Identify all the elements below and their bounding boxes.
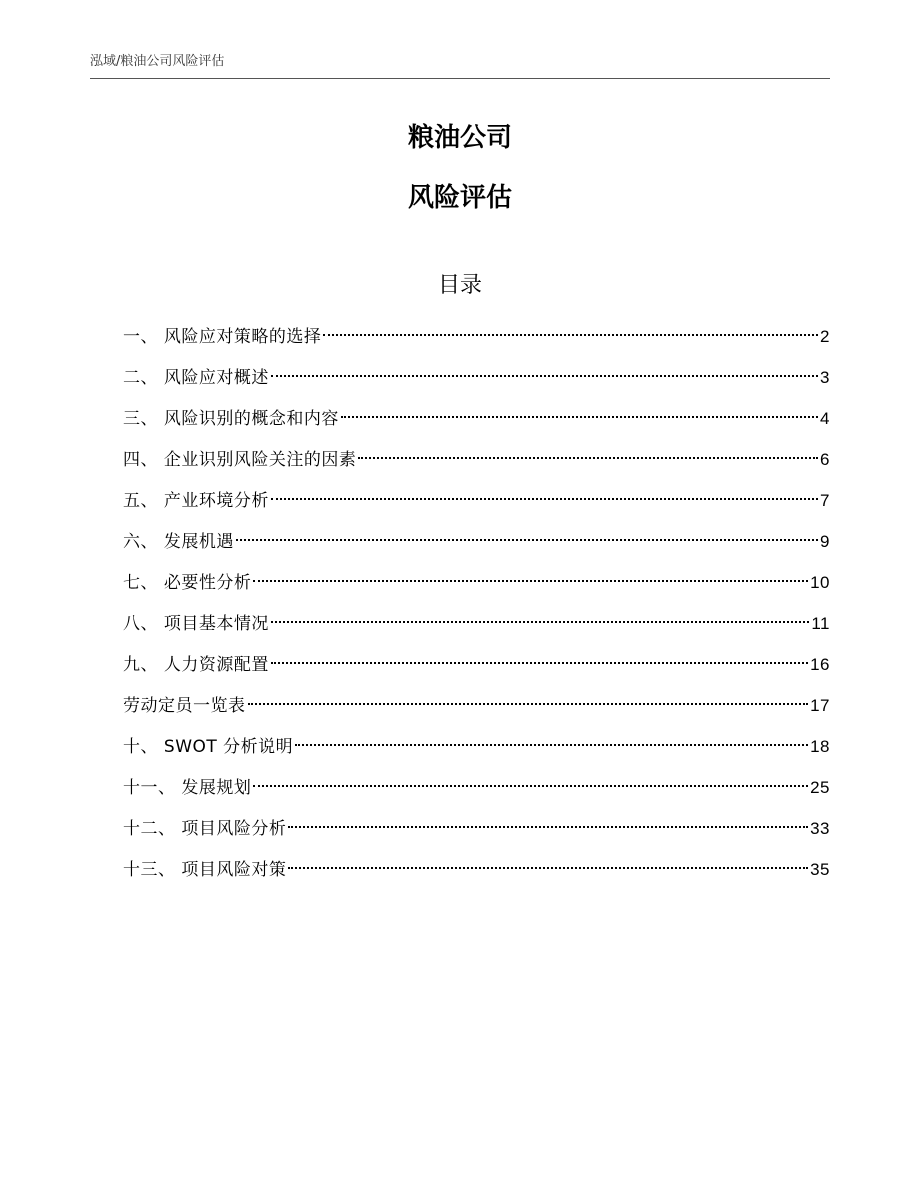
toc-entry-label: 十三、 项目风险对策 xyxy=(123,860,287,880)
toc-entry-label: 八、 项目基本情况 xyxy=(123,614,269,634)
header-divider xyxy=(90,78,830,79)
toc-entry-label: 一、 风险应对策略的选择 xyxy=(123,327,322,347)
toc-entry-label: 十一、 发展规划 xyxy=(123,778,252,798)
document-subtitle: 风险评估 xyxy=(407,183,512,213)
toc-entry[interactable] xyxy=(123,648,830,689)
toc-entry-label: 四、 企业识别风险关注的因素 xyxy=(123,450,357,470)
toc-entry-page: 33 xyxy=(810,819,830,838)
toc-dot-leader xyxy=(236,539,818,541)
table-of-contents xyxy=(123,320,830,894)
toc-entry[interactable] xyxy=(123,402,830,443)
toc-entry-page: 3 xyxy=(820,368,830,387)
toc-entry-page: 9 xyxy=(820,532,830,551)
toc-dot-leader xyxy=(271,498,818,500)
toc-entry-page: 16 xyxy=(810,655,830,674)
toc-entry-label: 九、 人力资源配置 xyxy=(123,655,269,675)
toc-dot-leader xyxy=(323,334,818,336)
toc-dot-leader xyxy=(253,580,808,582)
toc-dot-leader xyxy=(295,744,808,746)
toc-entry-label: 十、 SWOT 分析说明 xyxy=(123,737,294,757)
toc-entry[interactable] xyxy=(123,730,830,771)
toc-entry-page: 17 xyxy=(810,696,830,715)
document-title: 粮油公司 xyxy=(407,123,512,153)
toc-entry-page: 18 xyxy=(810,737,830,756)
page-header: 泓域/粮油公司风险评估 xyxy=(90,54,225,69)
toc-entry[interactable] xyxy=(123,689,830,730)
toc-entry-label: 二、 风险应对概述 xyxy=(123,368,269,388)
toc-entry[interactable] xyxy=(123,812,830,853)
toc-dot-leader xyxy=(288,826,808,828)
toc-entry-page: 25 xyxy=(810,778,830,797)
toc-entry[interactable] xyxy=(123,771,830,812)
toc-dot-leader xyxy=(248,703,809,705)
toc-dot-leader xyxy=(271,375,818,377)
toc-entry-page: 7 xyxy=(820,491,830,510)
toc-entry-label: 十二、 项目风险分析 xyxy=(123,819,287,839)
toc-entry[interactable] xyxy=(123,320,830,361)
toc-entry[interactable] xyxy=(123,361,830,402)
toc-dot-leader xyxy=(271,621,809,623)
toc-entry[interactable] xyxy=(123,525,830,566)
toc-entry-page: 10 xyxy=(810,573,830,592)
toc-entry[interactable] xyxy=(123,566,830,607)
toc-entry[interactable] xyxy=(123,853,830,894)
toc-entry-page: 11 xyxy=(811,614,830,633)
toc-dot-leader xyxy=(341,416,818,418)
toc-entry[interactable] xyxy=(123,443,830,484)
toc-entry-label: 五、 产业环境分析 xyxy=(123,491,269,511)
toc-entry[interactable] xyxy=(123,484,830,525)
toc-entry-label: 七、 必要性分析 xyxy=(123,573,252,593)
toc-entry-page: 6 xyxy=(820,450,830,469)
toc-dot-leader xyxy=(253,785,808,787)
toc-entry-label: 六、 发展机遇 xyxy=(123,532,234,552)
toc-heading: 目录 xyxy=(437,273,482,298)
toc-dot-leader xyxy=(358,457,818,459)
toc-entry-page: 2 xyxy=(820,327,830,346)
toc-entry[interactable] xyxy=(123,607,830,648)
toc-entry-page: 4 xyxy=(820,409,830,428)
toc-entry-label: 劳动定员一览表 xyxy=(123,696,246,716)
toc-entry-label: 三、 风险识别的概念和内容 xyxy=(123,409,339,429)
toc-entry-page: 35 xyxy=(810,860,830,879)
toc-dot-leader xyxy=(271,662,808,664)
toc-dot-leader xyxy=(288,867,808,869)
